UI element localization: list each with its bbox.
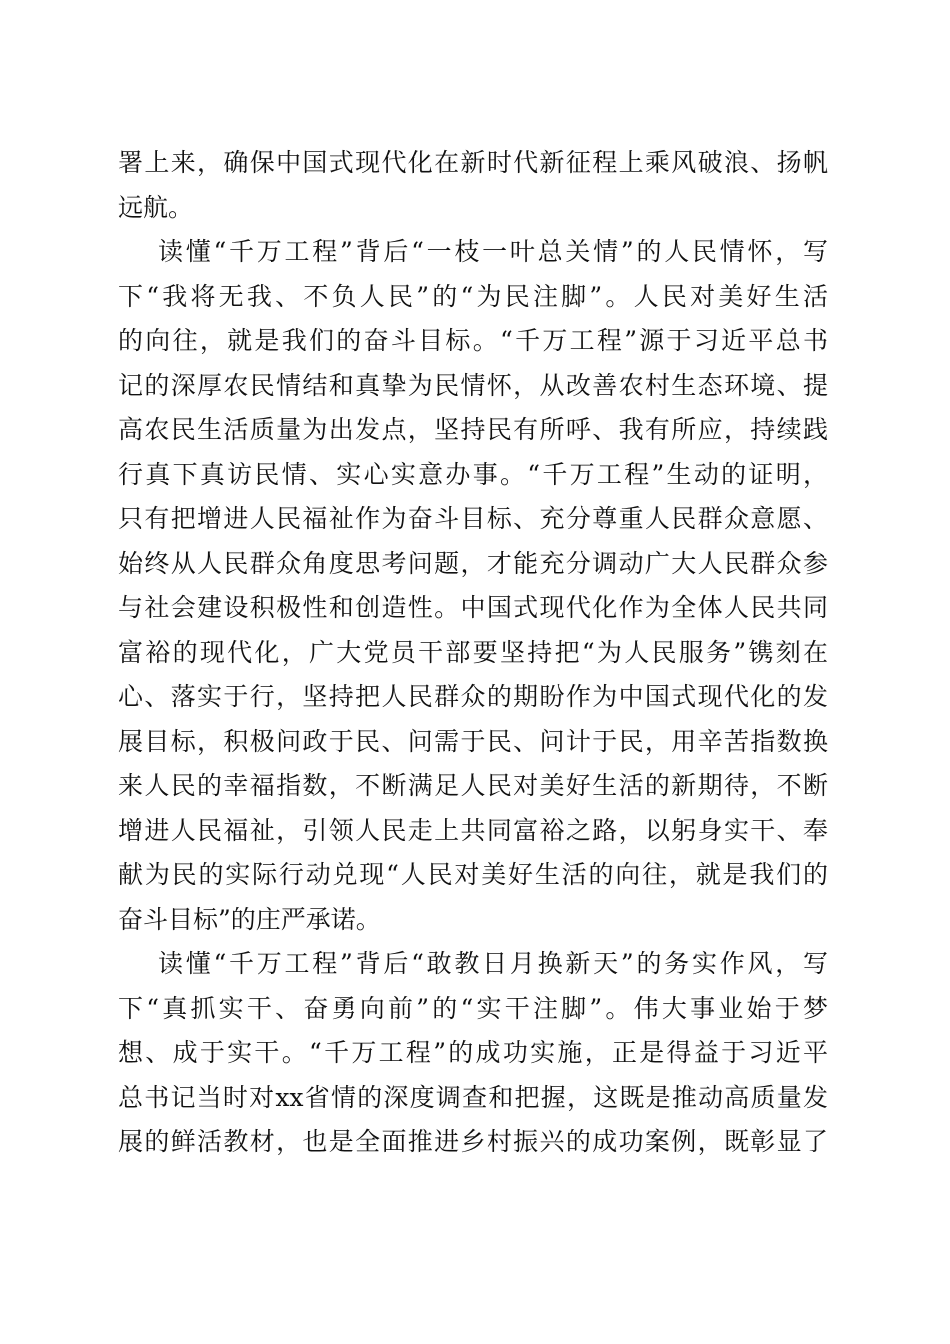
text-line: 署上来，确保中国式现代化在新时代新征程上乘风破浪、扬帆: [118, 148, 828, 177]
text-line: 的向往，就是我们的奋斗目标。“千万工程”源于习近平总书: [118, 326, 828, 355]
text-line: 展的鲜活教材，也是全面推进乡村振兴的成功案例，既彰显了: [118, 1127, 828, 1156]
text-line: 总书记当时对xx省情的深度调查和把握，这既是推动高质量发: [118, 1082, 828, 1112]
text-line: 高农民生活质量为出发点，坚持民有所呼、我有所应，持续践: [118, 415, 828, 444]
text-line: 展目标，积极问政于民、问需于民、问计于民，用辛苦指数换: [118, 726, 828, 756]
text-line: 心、落实于行，坚持把人民群众的期盼作为中国式现代化的发: [118, 682, 828, 711]
document-body: [118, 141, 828, 1165]
text-line: 增进人民福祉，引领人民走上共同富裕之路，以躬身实干、奉: [118, 815, 828, 845]
text-line: 奋斗目标”的庄严承诺。: [118, 904, 381, 934]
text-line: 行真下真访民情、实心实意办事。“千万工程”生动的证明，: [118, 459, 828, 489]
text-line: 富裕的现代化，广大党员干部要坚持把“为人民服务”镌刻在: [118, 637, 828, 667]
text-line: 读懂“千万工程”背后“一枝一叶总关情”的人民情怀，写: [158, 237, 828, 266]
text-line: 与社会建设积极性和创造性。中国式现代化作为全体人民共同: [118, 593, 828, 622]
text-line: 记的深厚农民情结和真挚为民情怀，从改善农村生态环境、提: [118, 370, 828, 400]
text-line: 远航。: [118, 192, 194, 222]
text-line: 下“真抓实干、奋勇向前”的“实干注脚”。伟大事业始于梦: [118, 993, 828, 1023]
text-line: 下“我将无我、不负人民”的“为民注脚”。人民对美好生活: [118, 281, 828, 311]
text-line: 始终从人民群众角度思考问题，才能充分调动广大人民群众参: [118, 548, 828, 578]
text-line: 献为民的实际行动兑现“人民对美好生活的向往，就是我们的: [118, 860, 828, 889]
text-line: 想、成于实干。“千万工程”的成功实施，正是得益于习近平: [118, 1038, 828, 1067]
text-line: 只有把增进人民福祉作为奋斗目标、充分尊重人民群众意愿、: [118, 504, 828, 533]
text-line: 来人民的幸福指数，不断满足人民对美好生活的新期待，不断: [118, 771, 828, 800]
text-line: 读懂“千万工程”背后“敢教日月换新天”的务实作风，写: [158, 949, 828, 978]
